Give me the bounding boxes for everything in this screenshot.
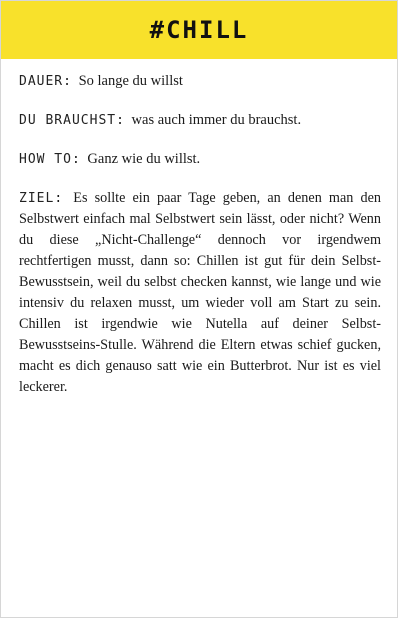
goal-colon: : (54, 191, 63, 206)
needs-row (19, 110, 381, 131)
howto-colon: : (71, 152, 80, 167)
duration-colon: : (63, 74, 71, 89)
card-content (19, 71, 381, 398)
duration-row (19, 71, 381, 92)
card-title: #CHILL (149, 16, 249, 44)
howto-label: HOW TO (19, 152, 72, 167)
howto-row (19, 149, 381, 170)
goal-paragraph (19, 188, 381, 398)
card-header (1, 1, 397, 59)
needs-value: was auch immer du brauchst. (131, 112, 302, 128)
goal-value: Es sollte ein paar Tage geben, an denen man den Selbstwert einfach mal Selbstwert sein lässt, oder nicht? Wenn du diese „Nicht-Challenge“ dennoch vor irgendwem rechtfertigen musst, dann so: Chillen ist gut für dein Selbst-Bewusstsein, weil du selbst checken kannst, wie lange und wie intensiv du relaxen musst, um wieder voll am Start zu sein. Chillen ist irgendwie wie Nutella auf deiner Selbst-Bewusstseins-Stulle. Während die Eltern etwas schief gucken, macht es dich genauso satt wie ein Butterbrot. Nur ist es viel leckerer. (19, 190, 381, 395)
goal-label: ZIEL (19, 191, 55, 206)
duration-label: DAUER (19, 74, 64, 89)
needs-label: DU BRAUCHST (19, 113, 117, 128)
howto-value: Ganz wie du willst. (87, 151, 201, 167)
needs-colon: : (116, 113, 124, 128)
duration-value: So lange du willst (78, 73, 183, 89)
